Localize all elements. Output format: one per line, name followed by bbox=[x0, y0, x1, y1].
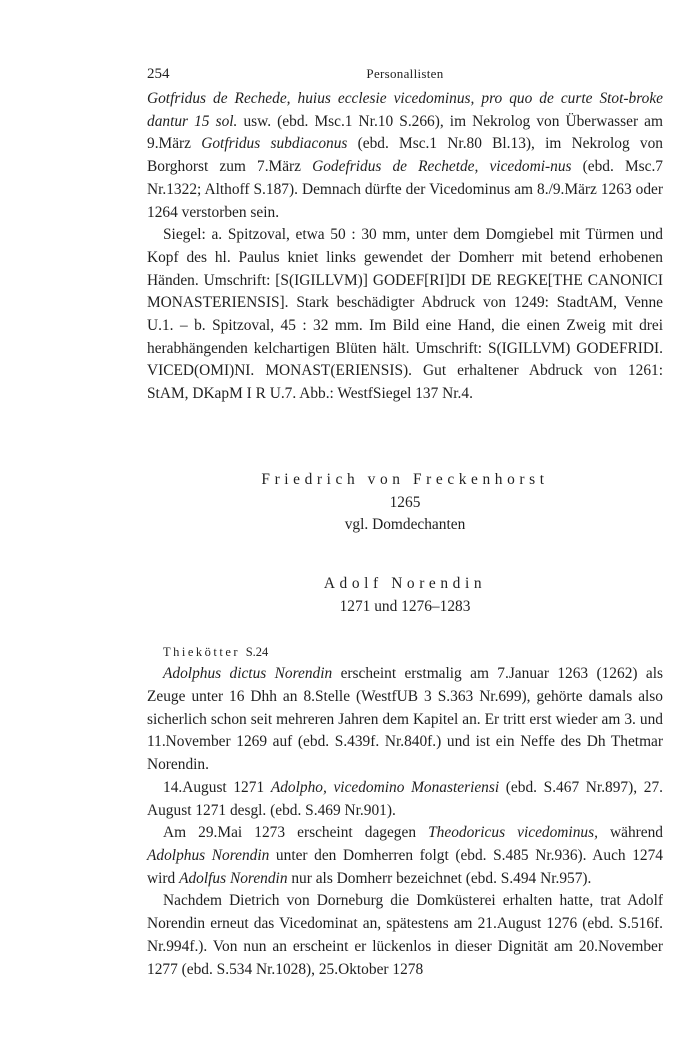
paragraph-1276: Nachdem Dietrich von Dorneburg die Domküsterei erhalten hatte, trat Adolf Norendin erneut das Vicedominat an, spätestens am 21.August 1276 (ebd. S.516f. Nr.994f.). Von nun an erscheint er lückenlos in dieser Dignität am 20.November 1277 (ebd. S.534 Nr.1028), 25.Oktober 1278 bbox=[147, 892, 663, 978]
cross-reference: vgl. Domdechanten bbox=[344, 516, 466, 534]
source-author: Thiekötter bbox=[163, 645, 241, 660]
person-years: 1271 und 1276–1283 bbox=[339, 597, 471, 615]
person-name: Friedrich von Freckenhorst bbox=[261, 470, 549, 488]
italic-name: Adolphus Norendin bbox=[147, 846, 270, 864]
text-run: unter den Domherren folgt (ebd. S.485 Nr.936). Auch 1274 wird bbox=[147, 846, 663, 887]
text-run: (ebd. Msc.1 Nr.80 Bl.13), im Nekrolog von Borghorst zum 7.März bbox=[147, 135, 663, 176]
page bbox=[147, 60, 663, 981]
italic-quote: Adolpho, vicedomino Monasteriensi bbox=[270, 778, 500, 796]
paragraph-1273 bbox=[147, 822, 663, 890]
paragraph-1271 bbox=[147, 777, 663, 822]
paragraph-vicedominus-gotfridus bbox=[147, 88, 663, 224]
text-run: Am 29.Mai 1273 erscheint dagegen bbox=[163, 824, 429, 842]
section-heading-friedrich bbox=[147, 469, 663, 537]
italic-name: Theodoricus vicedominus, bbox=[428, 824, 598, 842]
italic-name: Adolfus Norendin bbox=[179, 869, 288, 887]
paragraph-siegel: Siegel: a. Spitzoval, etwa 50 : 30 mm, unter dem Domgiebel mit Türmen und Kopf des hl. Paulus kniet links gewendet der Domherr mit betend erhobenen Händen. Umschrift: [S(IGILLVM)] GODEF[RI]DI DE REGKE[THE CANONICI MONASTERIENSIS]. Stark beschädigter Abdruck von 1249: StadtAM, Venne U.1. – b. Spitzoval, 45 : 32 mm. Im Bild eine Hand, die einen Zweig mit drei herabhängenden kelchartigen Blüten hält. Umschrift: S(IGILLVM) GODEFRIDI. VICED(OMI)NI. MONAST(ERIENSIS). Gut erhaltener Abdruck von 1261: StAM, DKapM I R U.7. Abb.: WestfSiegel 137 Nr.4. bbox=[147, 226, 663, 403]
italic-quote: Gotfridus de Rechede, huius ecclesie vicedominus, pro quo de curte Stot-broke dantur 15 sol. bbox=[147, 90, 663, 130]
text-run: (ebd. Msc.7 Nr.1322; Althoff S.187). Demnach dürfte der Vicedominus am 8./9.März 1263 oder 1264 verstorben sein. bbox=[147, 158, 663, 221]
text-run: erscheint erstmalig am 7.Januar 1263 (1262) als Zeuge unter 16 Dhh an 8.Stelle (WestfUB 3 S.363 Nr.699), gehörte damals also sicherlich schon seit mehreren Jahren dem Kapitel an. Er tritt erst wieder am 3. und 11.November 1269 auf (ebd. S.439f. Nr.840f.) und ist ein Neffe des Dh Thetmar Norendin. bbox=[147, 665, 663, 774]
text-run: usw. (ebd. Msc.1 Nr.10 S.266), im Nekrolog von Überwasser am 9.März bbox=[147, 112, 663, 153]
text-run: während bbox=[597, 824, 663, 842]
running-title: Personallisten bbox=[366, 66, 444, 81]
italic-name: Adolphus dictus Norendin bbox=[163, 665, 333, 683]
source-reference bbox=[147, 641, 663, 663]
page-header bbox=[147, 60, 663, 88]
text-run: (ebd. S.467 Nr.897), 27. August 1271 desgl. (ebd. S.469 Nr.901). bbox=[147, 778, 663, 819]
text-run: 14.August 1271 bbox=[163, 778, 271, 796]
source-page: S.24 bbox=[245, 645, 269, 660]
page-number: 254 bbox=[147, 66, 170, 82]
person-name: Adolf Norendin bbox=[323, 574, 487, 592]
person-year: 1265 bbox=[389, 493, 421, 511]
text-run: nur als Domherr bezeichnet (ebd. S.494 Nr.957). bbox=[287, 869, 592, 887]
section-heading-adolf bbox=[147, 573, 663, 618]
paragraph-first-appearance bbox=[147, 663, 663, 777]
italic-name: Godefridus de Rechetde, vicedomi-nus bbox=[312, 158, 572, 176]
italic-name: Gotfridus subdiaconus bbox=[201, 135, 348, 153]
